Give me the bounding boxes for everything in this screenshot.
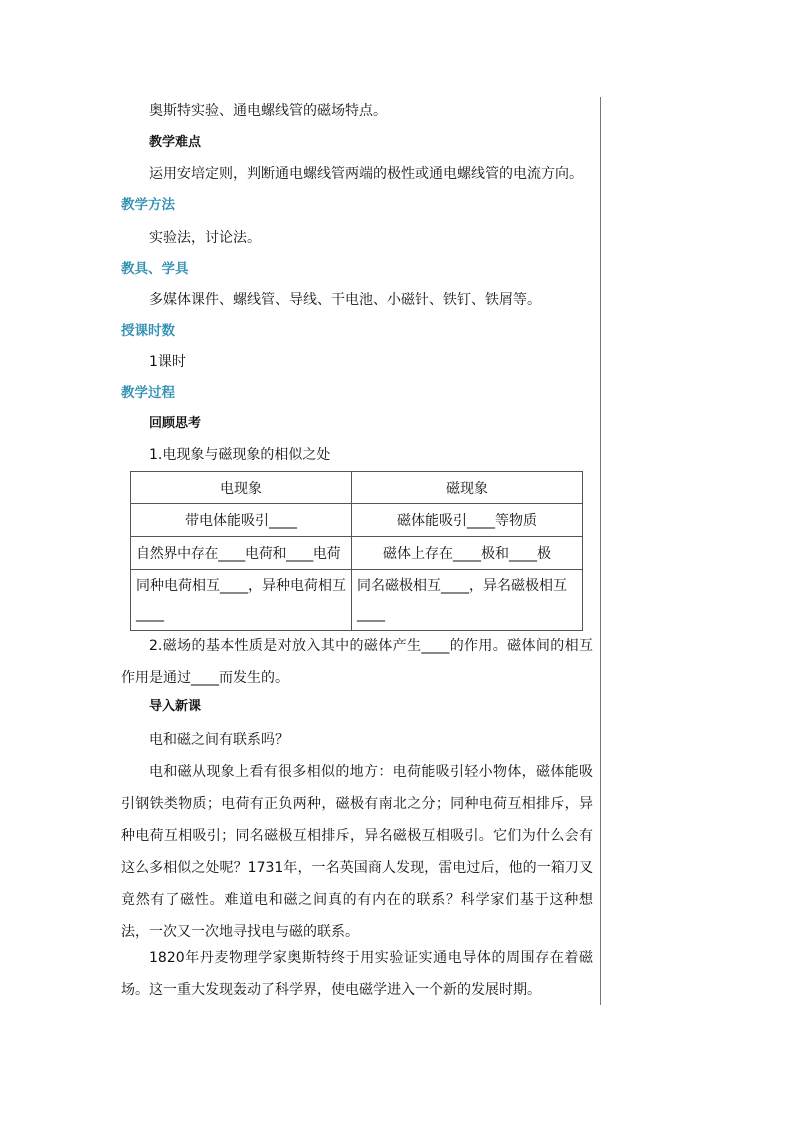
review-heading: 回顾思考 [149,416,202,431]
review-question-2: 2.磁场的基本性质是对放入其中的磁体产生____的作用。磁体间的相互作用是通过____而发生的。 [121,638,593,686]
hours-text: 1课时 [149,354,186,370]
table-row [131,570,583,631]
tools-heading: 教具、学具 [121,261,189,277]
review-question-1: 1.电现象与磁现象的相似之处 [149,447,331,463]
intro-line: 奥斯特实验、通电螺线管的磁场特点。 [149,103,387,119]
table-header-row [131,472,583,504]
newlesson-paragraph-2: 电和磁从现象上看有很多相似的地方：电荷能吸引轻小物体，磁体能吸引钢铁类物质；电荷有正负两种，磁极有南北之分；同种电荷互相排斥，异种电荷互相吸引；同名磁极互相排斥，异名磁极互相吸引。它们为什么会有这么多相似之处呢？1731年，一名英国商人发现，雷电过后，他的一箱刀叉竟然有了磁性。难道电和磁之间真的有内在的联系？科学家们基于这种想法，一次又一次地寻找电与磁的联系。 [121,764,593,940]
newlesson-paragraph-1: 电和磁之间有联系吗？ [149,732,289,748]
table-header-cell: 电现象 [131,472,352,504]
comparison-table [130,471,583,631]
newlesson-paragraph-3: 1820年丹麦物理学家奥斯特终于用实验证实通电导体的周围存在着磁场。这一重大发现轰动了科学界，使电磁学进入一个新的发展时期。 [121,950,593,998]
tools-text: 多媒体课件、螺线管、导线、干电池、小磁针、铁钉、铁屑等。 [149,292,541,308]
table-row [131,537,583,570]
hours-heading: 授课时数 [121,323,175,339]
table-cell: 同名磁极相互____，异名磁极相互____ [352,570,583,631]
table-cell: 磁体能吸引____等物质 [352,504,583,537]
table-header-cell: 磁现象 [352,472,583,504]
table-row [131,504,583,537]
table-cell: 自然界中存在____电荷和____电荷 [131,537,352,570]
newlesson-heading: 导入新课 [149,699,202,714]
difficulty-heading: 教学难点 [149,135,202,150]
difficulty-text: 运用安培定则，判断通电螺线管两端的极性或通电螺线管的电流方向。 [149,166,583,182]
table-cell: 同种电荷相互____，异种电荷相互____ [131,570,352,631]
table-cell: 磁体上存在____极和____极 [352,537,583,570]
page-right-rule [600,97,601,1005]
method-heading: 教学方法 [121,197,175,213]
process-heading: 教学过程 [121,385,175,401]
method-text: 实验法，讨论法。 [149,230,261,246]
table-cell: 带电体能吸引____ [131,504,352,537]
